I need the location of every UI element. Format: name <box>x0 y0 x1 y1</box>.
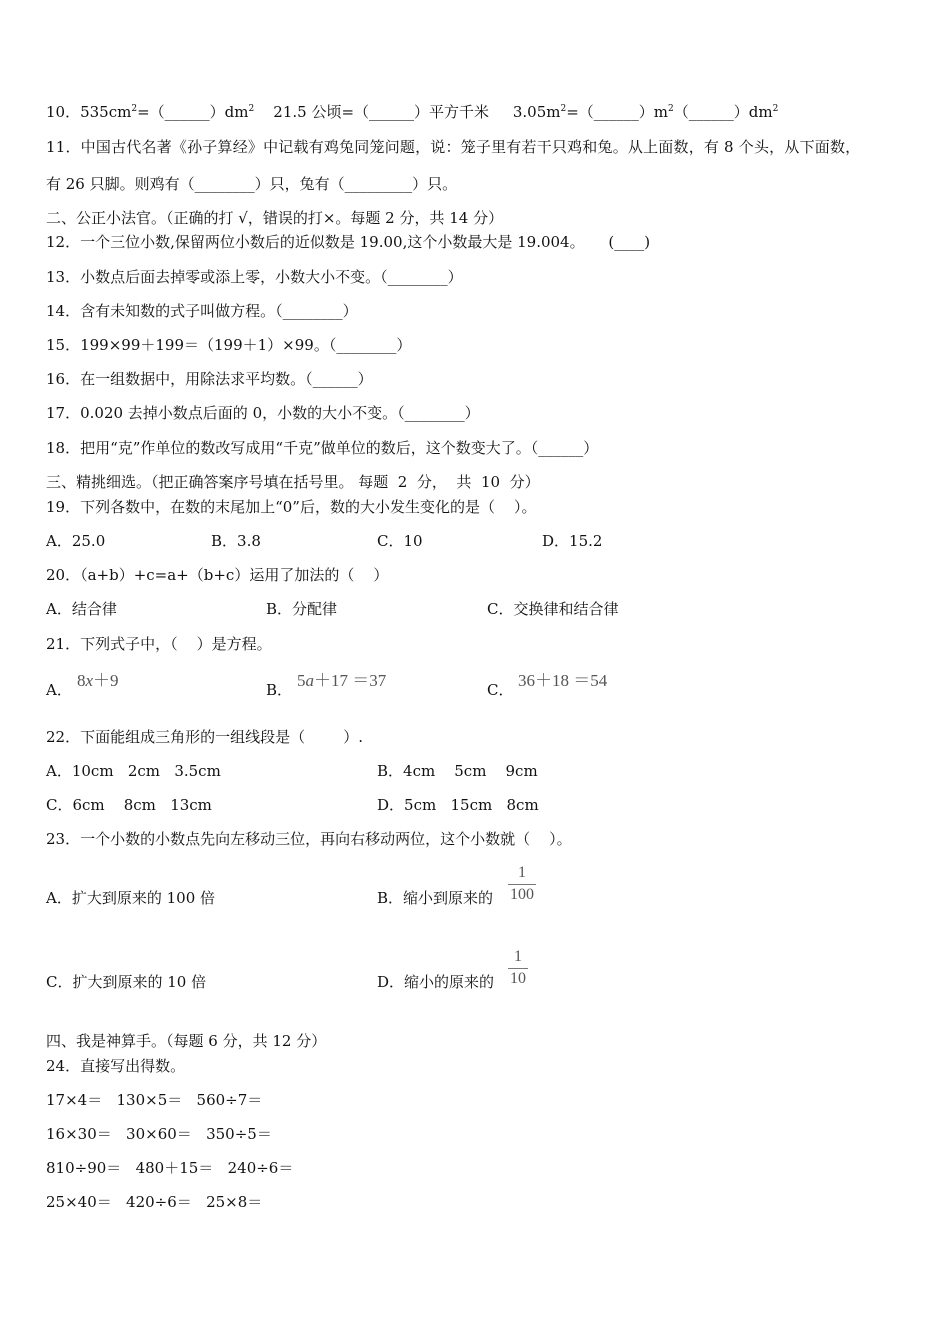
section-3-title: 三、精挑细选。（把正确答案序号填在括号里。 每题 2 分， 共 10 分） <box>46 473 540 491</box>
q19-option-c: C．10 <box>377 532 423 550</box>
q19-option-a: A．25.0 <box>46 532 106 550</box>
q23-fraction-b <box>508 864 536 904</box>
section-4-title: 四、我是神算手。（每题 6 分，共 12 分） <box>46 1032 327 1050</box>
q23-option-b: B．缩小到原来的 <box>377 889 494 907</box>
calc-row-1: 17×4＝ 130×5＝ 560÷7＝ <box>46 1091 263 1109</box>
q10-sup-4: 2 <box>668 104 674 114</box>
question-11-line-2: 有 26 只脚。则鸡有（________）只，兔有（_________）只。 <box>46 175 458 193</box>
q10-text-2: =（______）dm <box>137 103 249 121</box>
q20-option-c: C．交换律和结合律 <box>487 600 619 618</box>
fraction-bar <box>508 968 528 969</box>
q23-option-a: A．扩大到原来的 100 倍 <box>46 889 215 907</box>
q23-option-c: C．扩大到原来的 10 倍 <box>46 973 207 991</box>
q19-option-d: D．15.2 <box>542 532 603 550</box>
q10-sup-1: 2 <box>131 104 138 114</box>
question-15: 15．199×99＋199＝（199＋1）×99。（________） <box>46 336 412 354</box>
q10-sup-5: 2 <box>772 104 779 114</box>
calc-row-2: 16×30＝ 30×60＝ 350÷5＝ <box>46 1125 272 1143</box>
question-14: 14．含有未知数的式子叫做方程。（________） <box>46 302 358 320</box>
question-12: 12．一个三位小数,保留两位小数后的近似数是 19.00,这个小数最大是 19.004。 (____) <box>46 233 651 251</box>
q23-fraction-d-numerator: 1 <box>514 948 522 965</box>
q10-sup-2: 2 <box>248 104 255 114</box>
q22-option-b: B．4cm 5cm 9cm <box>377 762 538 780</box>
q23-fraction-b-numerator: 1 <box>518 864 526 881</box>
q21-label-c: C． <box>487 681 514 699</box>
question-10 <box>46 102 778 122</box>
q20-option-b: B．分配律 <box>266 600 338 618</box>
q21-label-b: B． <box>266 681 293 699</box>
q21-expression-c: 36＋18 ＝54 <box>518 671 608 690</box>
question-22: 22．下面能组成三角形的一组线段是（ ）. <box>46 728 364 746</box>
question-20: 20．（a+b）+c=a+（b+c）运用了加法的（ ） <box>46 566 389 584</box>
question-11-line-1: 11．中国古代名著《孙子算经》中记载有鸡兔同笼问题，说：笼子里有若干只鸡和兔。从上面数，有 8 个头，从下面数， <box>46 138 861 156</box>
q22-option-d: D．5cm 15cm 8cm <box>377 796 539 814</box>
q22-option-c: C．6cm 8cm 13cm <box>46 796 212 814</box>
q22-option-a: A．10cm 2cm 3.5cm <box>46 762 221 780</box>
section-2-title: 二、公正小法官。（正确的打 √，错误的打×。每题 2 分，共 14 分） <box>46 209 504 227</box>
calc-row-4: 25×40＝ 420÷6＝ 25×8＝ <box>46 1193 263 1211</box>
calc-row-3: 810÷90＝ 480＋15＝ 240÷6＝ <box>46 1159 294 1177</box>
question-17: 17．0.020 去掉小数点后面的 0，小数的大小不变。（________） <box>46 404 480 422</box>
q23-fraction-d-denominator: 10 <box>510 970 526 987</box>
question-16: 16．在一组数据中，用除法求平均数。（______） <box>46 370 373 388</box>
q19-option-b: B．3.8 <box>211 532 261 550</box>
q10-text-5: （______）dm <box>673 103 773 121</box>
question-19: 19．下列各数中，在数的末尾加上“0”后，数的大小发生变化的是（ ）。 <box>46 498 537 516</box>
question-18: 18．把用“克”作单位的数改写成用“千克”做单位的数后，这个数变大了。（______） <box>46 439 599 457</box>
question-23: 23．一个小数的小数点先向左移动三位，再向右移动两位，这个小数就（ ）。 <box>46 830 572 848</box>
q21-expression-a: 8x＋9 <box>77 671 119 690</box>
question-21: 21．下列式子中，（ ）是方程。 <box>46 635 272 653</box>
question-24: 24．直接写出得数。 <box>46 1057 186 1075</box>
q23-fraction-d <box>508 948 528 988</box>
q10-sup-3: 2 <box>560 104 567 114</box>
q21-label-a: A． <box>46 681 72 699</box>
q20-option-a: A．结合律 <box>46 600 117 618</box>
q10-text-4: =（______）m <box>566 103 669 121</box>
q10-text-3: 21.5 公顷=（______）平方千米 3.05m <box>254 103 561 121</box>
q23-fraction-b-denominator: 100 <box>510 886 534 903</box>
q10-text-1: 10．535cm <box>46 103 132 121</box>
q23-option-d: D．缩小的原来的 <box>377 973 495 991</box>
question-13: 13．小数点后面去掉零或添上零，小数大小不变。（________） <box>46 268 463 286</box>
fraction-bar <box>508 884 536 885</box>
q21-expression-b: 5a＋17 ＝37 <box>297 671 387 690</box>
